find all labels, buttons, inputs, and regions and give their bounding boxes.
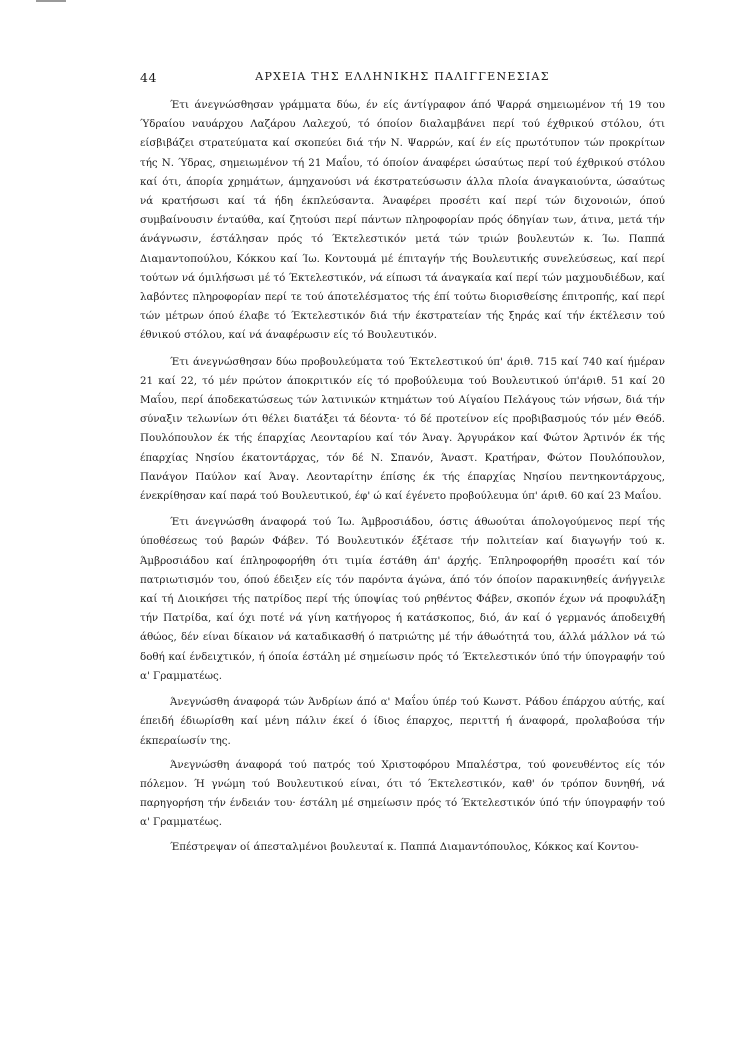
paragraph: Έπέστρεψαν οί άπεσταλμένοι βουλευταί κ. Παππά Διαμαντόπουλος, Κόκκος καί Κοντου-: [170, 840, 639, 853]
paragraph: Άνεγνώσθη άναφορά τών Άνδρίων άπό α' Μαΐου ύπέρ τού Κωνστ. Ράδου έπάρχου αύτής, καί έπειδή έδιωρίσθη καί μένη πάλιν έκεί ό ίδιος έπαρχος, περιττή ή άναφορά, προλαβούσα τήν έκπεραίωσίν της.: [140, 696, 665, 747]
body-text: [140, 96, 665, 864]
paragraph: Έτι άνεγνώσθη άναφορά τού Ίω. Άμβροσιάδου, όστις άθωούται άπολογούμενος περί τής ύποθέσεως τού βαρών Φάβεν. Τό Βουλευτικόν έξέτασε τήν πολιτείαν καί διαγωγήν τού κ. Άμβροσιάδου καί έπληροφορήθη ότι τιμία έστάθη άπ' άρχής. Έπληροφορήθη προσέτι καί τόν πατριωτισμόν του, όπού έδειξεν είς τόν παρόντα άγώνα, άπό τόν όποίον παρακινηθείς άνήγγειλε καί τή Διοικήσει τής πατρίδος περί τής ύποψίας τού ρηθέντος Φάβεν, σκοπόν έχων νά προφυλάξη τήν Πατρίδα, καί όχι ποτέ νά γίνη κατήγορος ή κατάσκοπος, διό, άν καί ό γερμανός άποδειχθή άθώος, δέν είναι δίκαιον νά καταδικασθή ό πατριώτης μέ τήν άθωότητά του, άλλά μάλλον νά τώ δοθή καί ένδειχτικόν, ή όποία έστάλη μέ σημείωσιν πρός τό Έκτελεστικόν ύπό τήν ύπογραφήν τού α' Γραμματέως.: [140, 516, 665, 682]
page-number: 44: [140, 70, 157, 85]
page-header: [140, 70, 665, 90]
scan-artifact: [36, 0, 66, 2]
paragraph: Έτι άνεγνώσθησαν γράμματα δύω, έν είς άντίγραφον άπό Ψαρρά σημειωμένον τή 19 του Ύδραίου ναυάρχου Λαζάρου Λαλεχού, τό όποίον διαλαμβάνει περί τού έχθρικού στόλου, ότι είσβιβάζει στρατεύματα καί σκοπεύει διά τήν Ν. Ψαρρών, καί έν είς πρωτότυπον τών προκρίτων τής Ν. Ύδρας, σημειωμένον τή 21 Μαΐου, τό όποίον άναφέρει ώσαύτως περί τού έχθρικού στόλου καί ότι, άπορία χρημάτων, άμηχανούσι νά έκστρατεύσωσιν άλλα πλοία άναγκαιούντα, ώσαύτως νά κρατήσωσι καί τά ήδη έκπλεύσαντα. Άναφέρει προσέτι καί περί τών διχονοιών, όπού συμβαίνουσιν ένταύθα, καί ζητούσι περί πάντων πληροφορίαν πρός όδηγίαν των, άτινα, μετά τήν άνάγνωσιν, έστάλησαν πρός τό Έκτελεστικόν μετά τών τριών βουλευτών κ. Ίω. Παππά Διαμαντοπούλου, Κόκκου καί Ίω. Κοντουμά μέ έπιταγήν τής Βουλευτικής συνελεύσεως, καί περί τούτων νά όμιλήσωσι μέ τό Έκτελεστικόν, νά είπωσι τά άναγκαία καί περί τών μαχμουδιέδων, καί λαβόντες πληροφορίαν περί τε τού άποτελέσματος τής έπί τούτω διορισθείσης έπιτροπής, καί περί τών μέτρων όπού έλαβε τό Έκτελεστικόν διά τήν έκστρατείαν τής ξηράς καί τήν έκτέλεσιν τού έθνικού στόλου, καί νά άναφέρωσιν είς τό Βουλευτικόν.: [140, 99, 665, 342]
running-title: ΑΡΧΕΙΑ ΤΗΣ ΕΛΛΗΝΙΚΗΣ ΠΑΛΙΓΓΕΝΕΣΙΑΣ: [255, 70, 550, 83]
paragraph: Έτι άνεγνώσθησαν δύω προβουλεύματα τού Έκτελεστικού ύπ' άριθ. 715 καί 740 καί ήμέραν 21 καί 22, τό μέν πρώτον άποκριτικόν είς τό προβούλευμα τού Βουλευτικού ύπ'άριθ. 51 καί 20 Μαΐου, περί άποδεκατώσεως τών λατινικών κτημάτων τού Αίγαίου Πελάγους τών νήσων, διά τήν σύναξιν τελωνίων ότι θέλει διατάξει τά δέοντα· τό δέ προτείνον είς προβιβασμούς τόν μέν Θεόδ. Πουλόπουλον έκ τής έπαρχίας Λεονταρίου καί τόν Άναγ. Άργυράκον καί Φώτον Άρτινόν έκ τής έπαρχίας Νησίου έκατοντάρχας, τόν δέ Ν. Σπανόν, Άναστ. Κρατήραν, Φώτον Πουλόπουλον, Πανάγον Παύλον καί Άναγ. Λεονταρίτην έπίσης έκ τής έπαρχίας Νησίου πεντηκοντάρχους, ένεκρίθησαν καί παρά τού Βουλευτικού, έφ' ώ καί έγένετο προβούλευμα ύπ' άριθ. 60 καί 23 Μαΐου.: [140, 355, 665, 503]
paragraph: Άνεγνώσθη άναφορά τού πατρός τού Χριστοφόρου Μπαλέστρα, τού φονευθέντος είς τόν πόλεμον. Ή γνώμη τού Βουλευτικού είναι, ότι τό Έκτελεστικόν, καθ' όν τρόπον δυνηθή, νά παρηγορήση τήν ένδειάν του· έστάλη μέ σημείωσιν πρός τό Έκτελεστικόν ύπό τήν ύπογραφήν τού α' Γραμματέως.: [140, 758, 665, 829]
